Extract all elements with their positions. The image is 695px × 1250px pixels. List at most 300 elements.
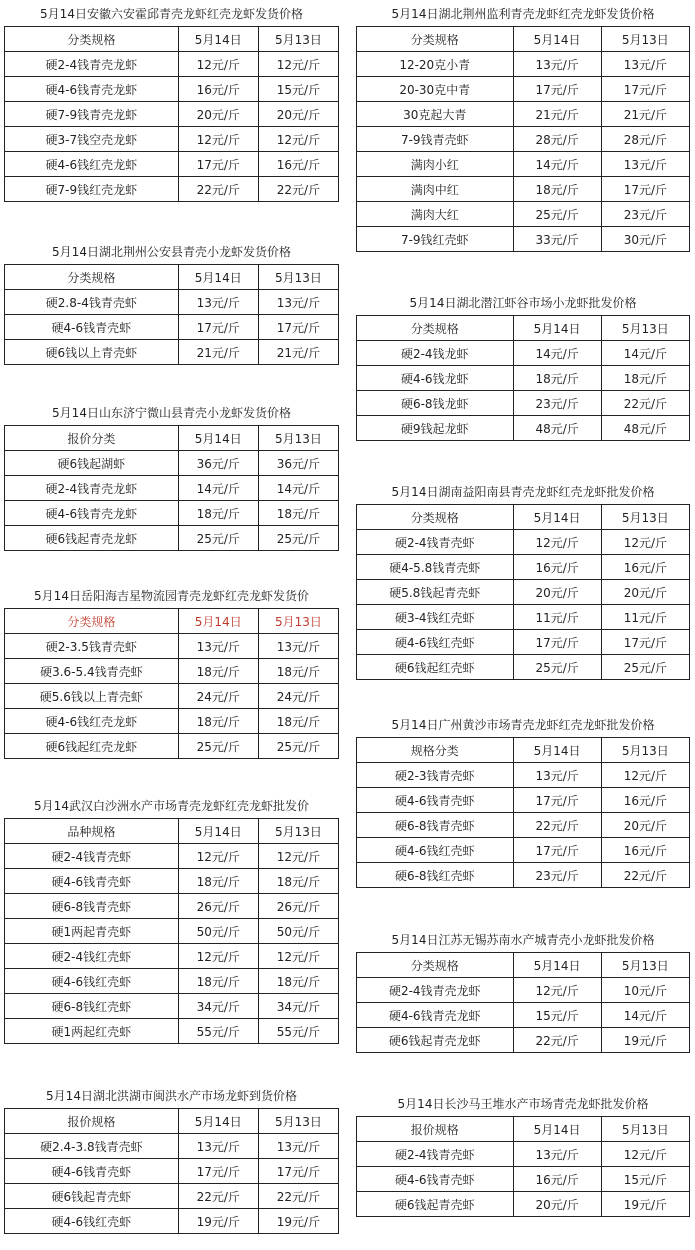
table-title: 5月14武汉白沙洲水产市场青壳龙虾红壳龙虾批发价 xyxy=(34,799,309,813)
table-row xyxy=(357,530,690,555)
price-cell: 21元/斤 xyxy=(258,340,338,365)
table-row xyxy=(357,630,690,655)
spec-cell: 硬4-5.8钱青壳虾 xyxy=(357,555,514,580)
table-row xyxy=(5,869,339,894)
spec-cell: 硬2.4-3.8钱青壳虾 xyxy=(5,1134,179,1159)
table-title: 5月14日长沙马王堆水产市场青壳龙虾批发价格 xyxy=(397,1097,649,1111)
spec-column-header: 报价规格 xyxy=(5,1109,179,1134)
table-row xyxy=(5,944,339,969)
price-cell: 14元/斤 xyxy=(258,476,338,501)
date-column-header: 5月13日 xyxy=(601,953,689,978)
price-cell: 20元/斤 xyxy=(513,580,601,605)
price-cell: 13元/斤 xyxy=(178,1134,258,1159)
date-column-header: 5月13日 xyxy=(601,316,689,341)
table-row xyxy=(357,77,690,102)
table-row xyxy=(5,709,339,734)
price-cell: 18元/斤 xyxy=(258,709,338,734)
price-cell: 18元/斤 xyxy=(178,969,258,994)
table-row xyxy=(5,290,339,315)
price-table xyxy=(4,264,339,365)
price-table xyxy=(4,425,339,551)
spec-cell: 硬5.8钱起青壳虾 xyxy=(357,580,514,605)
spec-column-header: 报价分类 xyxy=(5,426,179,451)
spec-cell: 硬2-4钱青壳龙虾 xyxy=(357,978,514,1003)
price-cell: 13元/斤 xyxy=(258,290,338,315)
table-header-row xyxy=(357,953,690,978)
price-cell: 18元/斤 xyxy=(513,177,601,202)
table-title: 5月14日湖南益阳南县青壳龙虾红壳龙虾批发价格 xyxy=(391,485,655,499)
date-column-header: 5月13日 xyxy=(258,27,338,52)
price-table-block xyxy=(4,794,339,1044)
table-row xyxy=(5,127,339,152)
spec-cell: 硬7-9钱青壳龙虾 xyxy=(5,102,179,127)
table-title: 5月14日湖北荆州公安县青壳小龙虾发货价格 xyxy=(52,245,291,259)
price-cell: 20元/斤 xyxy=(601,813,689,838)
price-cell: 12元/斤 xyxy=(601,763,689,788)
price-cell: 18元/斤 xyxy=(258,501,338,526)
price-table-block xyxy=(4,584,339,759)
spec-cell: 硬6钱起青壳虾 xyxy=(5,1184,179,1209)
price-cell: 55元/斤 xyxy=(178,1019,258,1044)
price-table-block xyxy=(356,713,690,888)
table-row xyxy=(357,52,690,77)
price-table xyxy=(4,818,339,1044)
date-column-header: 5月14日 xyxy=(178,1109,258,1134)
price-cell: 14元/斤 xyxy=(513,341,601,366)
price-cell: 12元/斤 xyxy=(178,52,258,77)
price-cell: 20元/斤 xyxy=(601,580,689,605)
price-cell: 48元/斤 xyxy=(601,416,689,441)
price-table-block xyxy=(4,401,339,551)
table-row xyxy=(5,451,339,476)
spec-cell: 满肉大红 xyxy=(357,202,514,227)
price-cell: 24元/斤 xyxy=(258,684,338,709)
price-table xyxy=(4,608,339,759)
price-table-block xyxy=(356,2,690,252)
price-cell: 13元/斤 xyxy=(258,1134,338,1159)
table-row xyxy=(357,863,690,888)
price-cell: 18元/斤 xyxy=(178,501,258,526)
table-row xyxy=(357,1028,690,1053)
table-row xyxy=(5,152,339,177)
spec-column-header: 分类规格 xyxy=(357,505,514,530)
price-cell: 13元/斤 xyxy=(601,52,689,77)
price-cell: 18元/斤 xyxy=(258,969,338,994)
price-cell: 21元/斤 xyxy=(601,102,689,127)
table-row xyxy=(5,177,339,202)
price-cell: 55元/斤 xyxy=(258,1019,338,1044)
price-cell: 18元/斤 xyxy=(178,709,258,734)
price-table-block xyxy=(4,240,339,365)
spec-cell: 30克起大青 xyxy=(357,102,514,127)
price-cell: 50元/斤 xyxy=(178,919,258,944)
date-column-header: 5月14日 xyxy=(513,738,601,763)
table-row xyxy=(5,994,339,1019)
table-header-row xyxy=(357,1117,690,1142)
price-cell: 12元/斤 xyxy=(258,127,338,152)
price-cell: 23元/斤 xyxy=(601,202,689,227)
price-cell: 17元/斤 xyxy=(601,177,689,202)
date-column-header: 5月13日 xyxy=(601,27,689,52)
table-title: 5月14日湖北洪湖市闽洪水产市场龙虾到货价格 xyxy=(46,1089,297,1103)
price-cell: 22元/斤 xyxy=(178,177,258,202)
table-row xyxy=(357,1192,690,1217)
price-cell: 18元/斤 xyxy=(601,366,689,391)
spec-cell: 硬3.6-5.4钱青壳虾 xyxy=(5,659,179,684)
spec-cell: 硬2-3.5钱青壳虾 xyxy=(5,634,179,659)
price-cell: 18元/斤 xyxy=(258,659,338,684)
price-cell: 48元/斤 xyxy=(513,416,601,441)
price-cell: 12元/斤 xyxy=(513,978,601,1003)
price-cell: 10元/斤 xyxy=(601,978,689,1003)
table-row xyxy=(5,894,339,919)
spec-cell: 硬6-8钱青壳虾 xyxy=(5,894,179,919)
table-row xyxy=(357,788,690,813)
price-cell: 25元/斤 xyxy=(601,655,689,680)
table-row xyxy=(357,580,690,605)
spec-cell: 硬4-6钱青壳龙虾 xyxy=(357,1003,514,1028)
date-column-header: 5月14日 xyxy=(178,819,258,844)
price-cell: 25元/斤 xyxy=(513,655,601,680)
price-cell: 19元/斤 xyxy=(601,1028,689,1053)
table-header-row xyxy=(5,609,339,634)
price-cell: 19元/斤 xyxy=(601,1192,689,1217)
price-cell: 14元/斤 xyxy=(601,341,689,366)
price-cell: 16元/斤 xyxy=(513,1167,601,1192)
price-cell: 20元/斤 xyxy=(178,102,258,127)
price-cell: 18元/斤 xyxy=(178,869,258,894)
spec-cell: 硬6-8钱红壳虾 xyxy=(5,994,179,1019)
price-cell: 28元/斤 xyxy=(601,127,689,152)
price-table xyxy=(356,737,690,888)
table-header-row xyxy=(5,265,339,290)
date-column-header: 5月13日 xyxy=(258,426,338,451)
spec-cell: 硬7-9钱红壳龙虾 xyxy=(5,177,179,202)
spec-cell: 满肉中红 xyxy=(357,177,514,202)
price-cell: 18元/斤 xyxy=(258,869,338,894)
spec-cell: 硬4-6钱红壳虾 xyxy=(5,969,179,994)
table-row xyxy=(5,52,339,77)
spec-cell: 硬6钱起红壳龙虾 xyxy=(5,734,179,759)
spec-cell: 硬2-4钱青壳虾 xyxy=(357,1142,514,1167)
price-table xyxy=(356,315,690,441)
price-cell: 17元/斤 xyxy=(178,315,258,340)
price-cell: 17元/斤 xyxy=(513,838,601,863)
spec-cell: 硬5.6钱以上青壳虾 xyxy=(5,684,179,709)
price-cell: 21元/斤 xyxy=(513,102,601,127)
table-row xyxy=(5,501,339,526)
table-header-row xyxy=(5,27,339,52)
price-cell: 13元/斤 xyxy=(513,1142,601,1167)
spec-cell: 硬4-6钱红壳龙虾 xyxy=(5,709,179,734)
price-cell: 15元/斤 xyxy=(258,77,338,102)
table-row xyxy=(357,227,690,252)
price-cell: 22元/斤 xyxy=(513,1028,601,1053)
price-cell: 25元/斤 xyxy=(513,202,601,227)
spec-cell: 硬2-4钱龙虾 xyxy=(357,341,514,366)
price-cell: 12元/斤 xyxy=(178,127,258,152)
price-table xyxy=(356,952,690,1053)
price-cell: 28元/斤 xyxy=(513,127,601,152)
spec-column-header: 分类规格 xyxy=(357,27,514,52)
spec-column-header: 分类规格 xyxy=(5,609,179,634)
table-header-row xyxy=(5,1109,339,1134)
price-cell: 25元/斤 xyxy=(178,734,258,759)
date-column-header: 5月14日 xyxy=(513,953,601,978)
table-row xyxy=(357,1142,690,1167)
price-cell: 25元/斤 xyxy=(258,526,338,551)
table-row xyxy=(357,341,690,366)
spec-cell: 硬6钱起湖虾 xyxy=(5,451,179,476)
date-column-header: 5月14日 xyxy=(513,505,601,530)
price-cell: 24元/斤 xyxy=(178,684,258,709)
price-cell: 21元/斤 xyxy=(178,340,258,365)
spec-cell: 硬4-6钱青壳虾 xyxy=(357,788,514,813)
price-cell: 22元/斤 xyxy=(258,1184,338,1209)
price-table xyxy=(4,1108,339,1234)
price-cell: 17元/斤 xyxy=(513,77,601,102)
spec-column-header: 分类规格 xyxy=(5,265,179,290)
spec-cell: 硬2-4钱青壳龙虾 xyxy=(5,52,179,77)
price-cell: 36元/斤 xyxy=(178,451,258,476)
spec-cell: 硬3-4钱红壳虾 xyxy=(357,605,514,630)
price-cell: 12元/斤 xyxy=(513,530,601,555)
table-row xyxy=(357,555,690,580)
spec-cell: 硬6钱起红壳虾 xyxy=(357,655,514,680)
date-column-header: 5月14日 xyxy=(178,426,258,451)
table-row xyxy=(357,978,690,1003)
table-header-row xyxy=(5,819,339,844)
table-row xyxy=(357,391,690,416)
price-cell: 13元/斤 xyxy=(513,763,601,788)
spec-cell: 硬2-4钱青壳龙虾 xyxy=(5,476,179,501)
price-cell: 12元/斤 xyxy=(258,844,338,869)
spec-cell: 硬1两起红壳虾 xyxy=(5,1019,179,1044)
spec-cell: 硬4-6钱红壳虾 xyxy=(5,1209,179,1234)
date-column-header: 5月14日 xyxy=(178,265,258,290)
table-title: 5月14日江苏无锡苏南水产城青壳小龙虾批发价格 xyxy=(391,933,655,947)
spec-cell: 硬6钱以上青壳虾 xyxy=(5,340,179,365)
spec-cell: 硬4-6钱青壳龙虾 xyxy=(5,501,179,526)
table-header-row xyxy=(357,27,690,52)
spec-cell: 硬9钱起龙虾 xyxy=(357,416,514,441)
table-row xyxy=(357,605,690,630)
spec-column-header: 分类规格 xyxy=(357,953,514,978)
price-cell: 50元/斤 xyxy=(258,919,338,944)
price-cell: 25元/斤 xyxy=(178,526,258,551)
price-cell: 36元/斤 xyxy=(258,451,338,476)
price-cell: 34元/斤 xyxy=(258,994,338,1019)
date-column-header: 5月14日 xyxy=(178,27,258,52)
price-cell: 26元/斤 xyxy=(178,894,258,919)
price-table-block xyxy=(356,928,690,1053)
table-row xyxy=(5,476,339,501)
table-row xyxy=(5,969,339,994)
spec-cell: 硬4-6钱青壳虾 xyxy=(5,1159,179,1184)
date-column-header: 5月13日 xyxy=(258,819,338,844)
table-header-row xyxy=(357,505,690,530)
table-title: 5月14日安徽六安霍邱青壳龙虾红壳龙虾发货价格 xyxy=(40,7,303,21)
date-column-header: 5月14日 xyxy=(513,1117,601,1142)
price-cell: 30元/斤 xyxy=(601,227,689,252)
price-table xyxy=(356,504,690,680)
spec-cell: 硬4-6钱红壳虾 xyxy=(357,630,514,655)
table-row xyxy=(5,526,339,551)
price-table xyxy=(4,26,339,202)
price-cell: 17元/斤 xyxy=(258,315,338,340)
spec-cell: 硬2-4钱红壳虾 xyxy=(5,944,179,969)
table-row xyxy=(357,177,690,202)
table-row xyxy=(5,844,339,869)
spec-cell: 硬4-6钱红壳虾 xyxy=(357,838,514,863)
date-column-header: 5月14日 xyxy=(513,27,601,52)
price-cell: 16元/斤 xyxy=(178,77,258,102)
spec-cell: 硬6钱起青壳龙虾 xyxy=(5,526,179,551)
date-column-header: 5月13日 xyxy=(601,738,689,763)
table-row xyxy=(357,102,690,127)
table-title: 5月14日岳阳海吉星物流园青壳龙虾红壳龙虾发货价 xyxy=(34,589,309,603)
price-table-block xyxy=(356,291,690,441)
table-row xyxy=(357,763,690,788)
price-cell: 33元/斤 xyxy=(513,227,601,252)
spec-cell: 20-30克中青 xyxy=(357,77,514,102)
spec-column-header: 报价规格 xyxy=(357,1117,514,1142)
table-header-row xyxy=(5,426,339,451)
spec-cell: 硬4-6钱青壳龙虾 xyxy=(5,77,179,102)
spec-cell: 硬2-3钱青壳虾 xyxy=(357,763,514,788)
table-row xyxy=(357,655,690,680)
price-cell: 13元/斤 xyxy=(178,290,258,315)
price-cell: 18元/斤 xyxy=(178,659,258,684)
price-table xyxy=(356,1116,690,1217)
date-column-header: 5月14日 xyxy=(178,609,258,634)
spec-cell: 硬4-6钱青壳虾 xyxy=(5,869,179,894)
price-cell: 19元/斤 xyxy=(258,1209,338,1234)
price-table-block xyxy=(4,1084,339,1234)
table-title: 5月14日湖北荆州监利青壳龙虾红壳龙虾发货价格 xyxy=(391,7,655,21)
price-cell: 12元/斤 xyxy=(258,944,338,969)
spec-cell: 硬4-6钱青壳虾 xyxy=(357,1167,514,1192)
price-cell: 16元/斤 xyxy=(601,788,689,813)
table-title: 5月14日广州黄沙市场青壳龙虾红壳龙虾批发价格 xyxy=(391,718,655,732)
price-cell: 22元/斤 xyxy=(513,813,601,838)
date-column-header: 5月13日 xyxy=(601,505,689,530)
date-column-header: 5月13日 xyxy=(258,265,338,290)
table-row xyxy=(5,340,339,365)
price-cell: 14元/斤 xyxy=(601,1003,689,1028)
spec-cell: 硬4-6钱龙虾 xyxy=(357,366,514,391)
price-cell: 15元/斤 xyxy=(513,1003,601,1028)
spec-cell: 7-9钱青壳虾 xyxy=(357,127,514,152)
price-cell: 16元/斤 xyxy=(513,555,601,580)
price-table-block xyxy=(356,1092,690,1217)
table-row xyxy=(5,659,339,684)
price-table-block xyxy=(356,480,690,680)
table-row xyxy=(5,734,339,759)
spec-cell: 硬3-7钱空壳龙虾 xyxy=(5,127,179,152)
table-row xyxy=(5,315,339,340)
price-cell: 16元/斤 xyxy=(601,838,689,863)
price-cell: 20元/斤 xyxy=(258,102,338,127)
price-cell: 19元/斤 xyxy=(178,1209,258,1234)
price-cell: 12元/斤 xyxy=(601,1142,689,1167)
table-row xyxy=(357,1003,690,1028)
price-cell: 23元/斤 xyxy=(513,391,601,416)
table-row xyxy=(357,202,690,227)
table-row xyxy=(5,1159,339,1184)
price-cell: 17元/斤 xyxy=(601,77,689,102)
spec-column-header: 品种规格 xyxy=(5,819,179,844)
spec-column-header: 分类规格 xyxy=(357,316,514,341)
date-column-header: 5月13日 xyxy=(258,609,338,634)
table-row xyxy=(5,1134,339,1159)
price-cell: 23元/斤 xyxy=(513,863,601,888)
spec-cell: 硬2.8-4钱青壳虾 xyxy=(5,290,179,315)
price-cell: 15元/斤 xyxy=(601,1167,689,1192)
price-cell: 17元/斤 xyxy=(258,1159,338,1184)
table-row xyxy=(357,838,690,863)
price-cell: 14元/斤 xyxy=(178,476,258,501)
price-cell: 13元/斤 xyxy=(601,152,689,177)
date-column-header: 5月14日 xyxy=(513,316,601,341)
spec-cell: 硬6-8钱青壳虾 xyxy=(357,813,514,838)
price-cell: 12元/斤 xyxy=(601,530,689,555)
price-cell: 22元/斤 xyxy=(258,177,338,202)
date-column-header: 5月13日 xyxy=(258,1109,338,1134)
spec-cell: 硬1两起青壳虾 xyxy=(5,919,179,944)
date-column-header: 5月13日 xyxy=(601,1117,689,1142)
table-row xyxy=(5,102,339,127)
price-table-block xyxy=(4,2,339,202)
price-cell: 14元/斤 xyxy=(513,152,601,177)
price-cell: 13元/斤 xyxy=(178,634,258,659)
table-row xyxy=(357,1167,690,1192)
price-cell: 25元/斤 xyxy=(258,734,338,759)
price-cell: 17元/斤 xyxy=(178,152,258,177)
table-row xyxy=(5,1019,339,1044)
price-cell: 26元/斤 xyxy=(258,894,338,919)
price-table xyxy=(356,26,690,252)
table-row xyxy=(357,416,690,441)
table-title: 5月14日湖北潜江虾谷市场小龙虾批发价格 xyxy=(409,296,637,310)
table-row xyxy=(5,1209,339,1234)
price-cell: 17元/斤 xyxy=(601,630,689,655)
price-cell: 17元/斤 xyxy=(178,1159,258,1184)
table-row xyxy=(5,77,339,102)
table-header-row xyxy=(357,316,690,341)
table-header-row xyxy=(357,738,690,763)
price-cell: 11元/斤 xyxy=(513,605,601,630)
price-cell: 12元/斤 xyxy=(178,944,258,969)
price-cell: 22元/斤 xyxy=(178,1184,258,1209)
spec-cell: 12-20克小青 xyxy=(357,52,514,77)
table-row xyxy=(5,919,339,944)
price-cell: 17元/斤 xyxy=(513,788,601,813)
price-cell: 34元/斤 xyxy=(178,994,258,1019)
price-cell: 11元/斤 xyxy=(601,605,689,630)
price-cell: 22元/斤 xyxy=(601,391,689,416)
spec-cell: 硬6钱起青壳虾 xyxy=(357,1192,514,1217)
table-row xyxy=(5,634,339,659)
price-cell: 13元/斤 xyxy=(513,52,601,77)
price-cell: 20元/斤 xyxy=(513,1192,601,1217)
table-row xyxy=(357,813,690,838)
price-cell: 13元/斤 xyxy=(258,634,338,659)
spec-cell: 硬6-8钱红壳虾 xyxy=(357,863,514,888)
spec-cell: 满肉小红 xyxy=(357,152,514,177)
spec-cell: 硬6钱起青壳龙虾 xyxy=(357,1028,514,1053)
price-cell: 12元/斤 xyxy=(178,844,258,869)
